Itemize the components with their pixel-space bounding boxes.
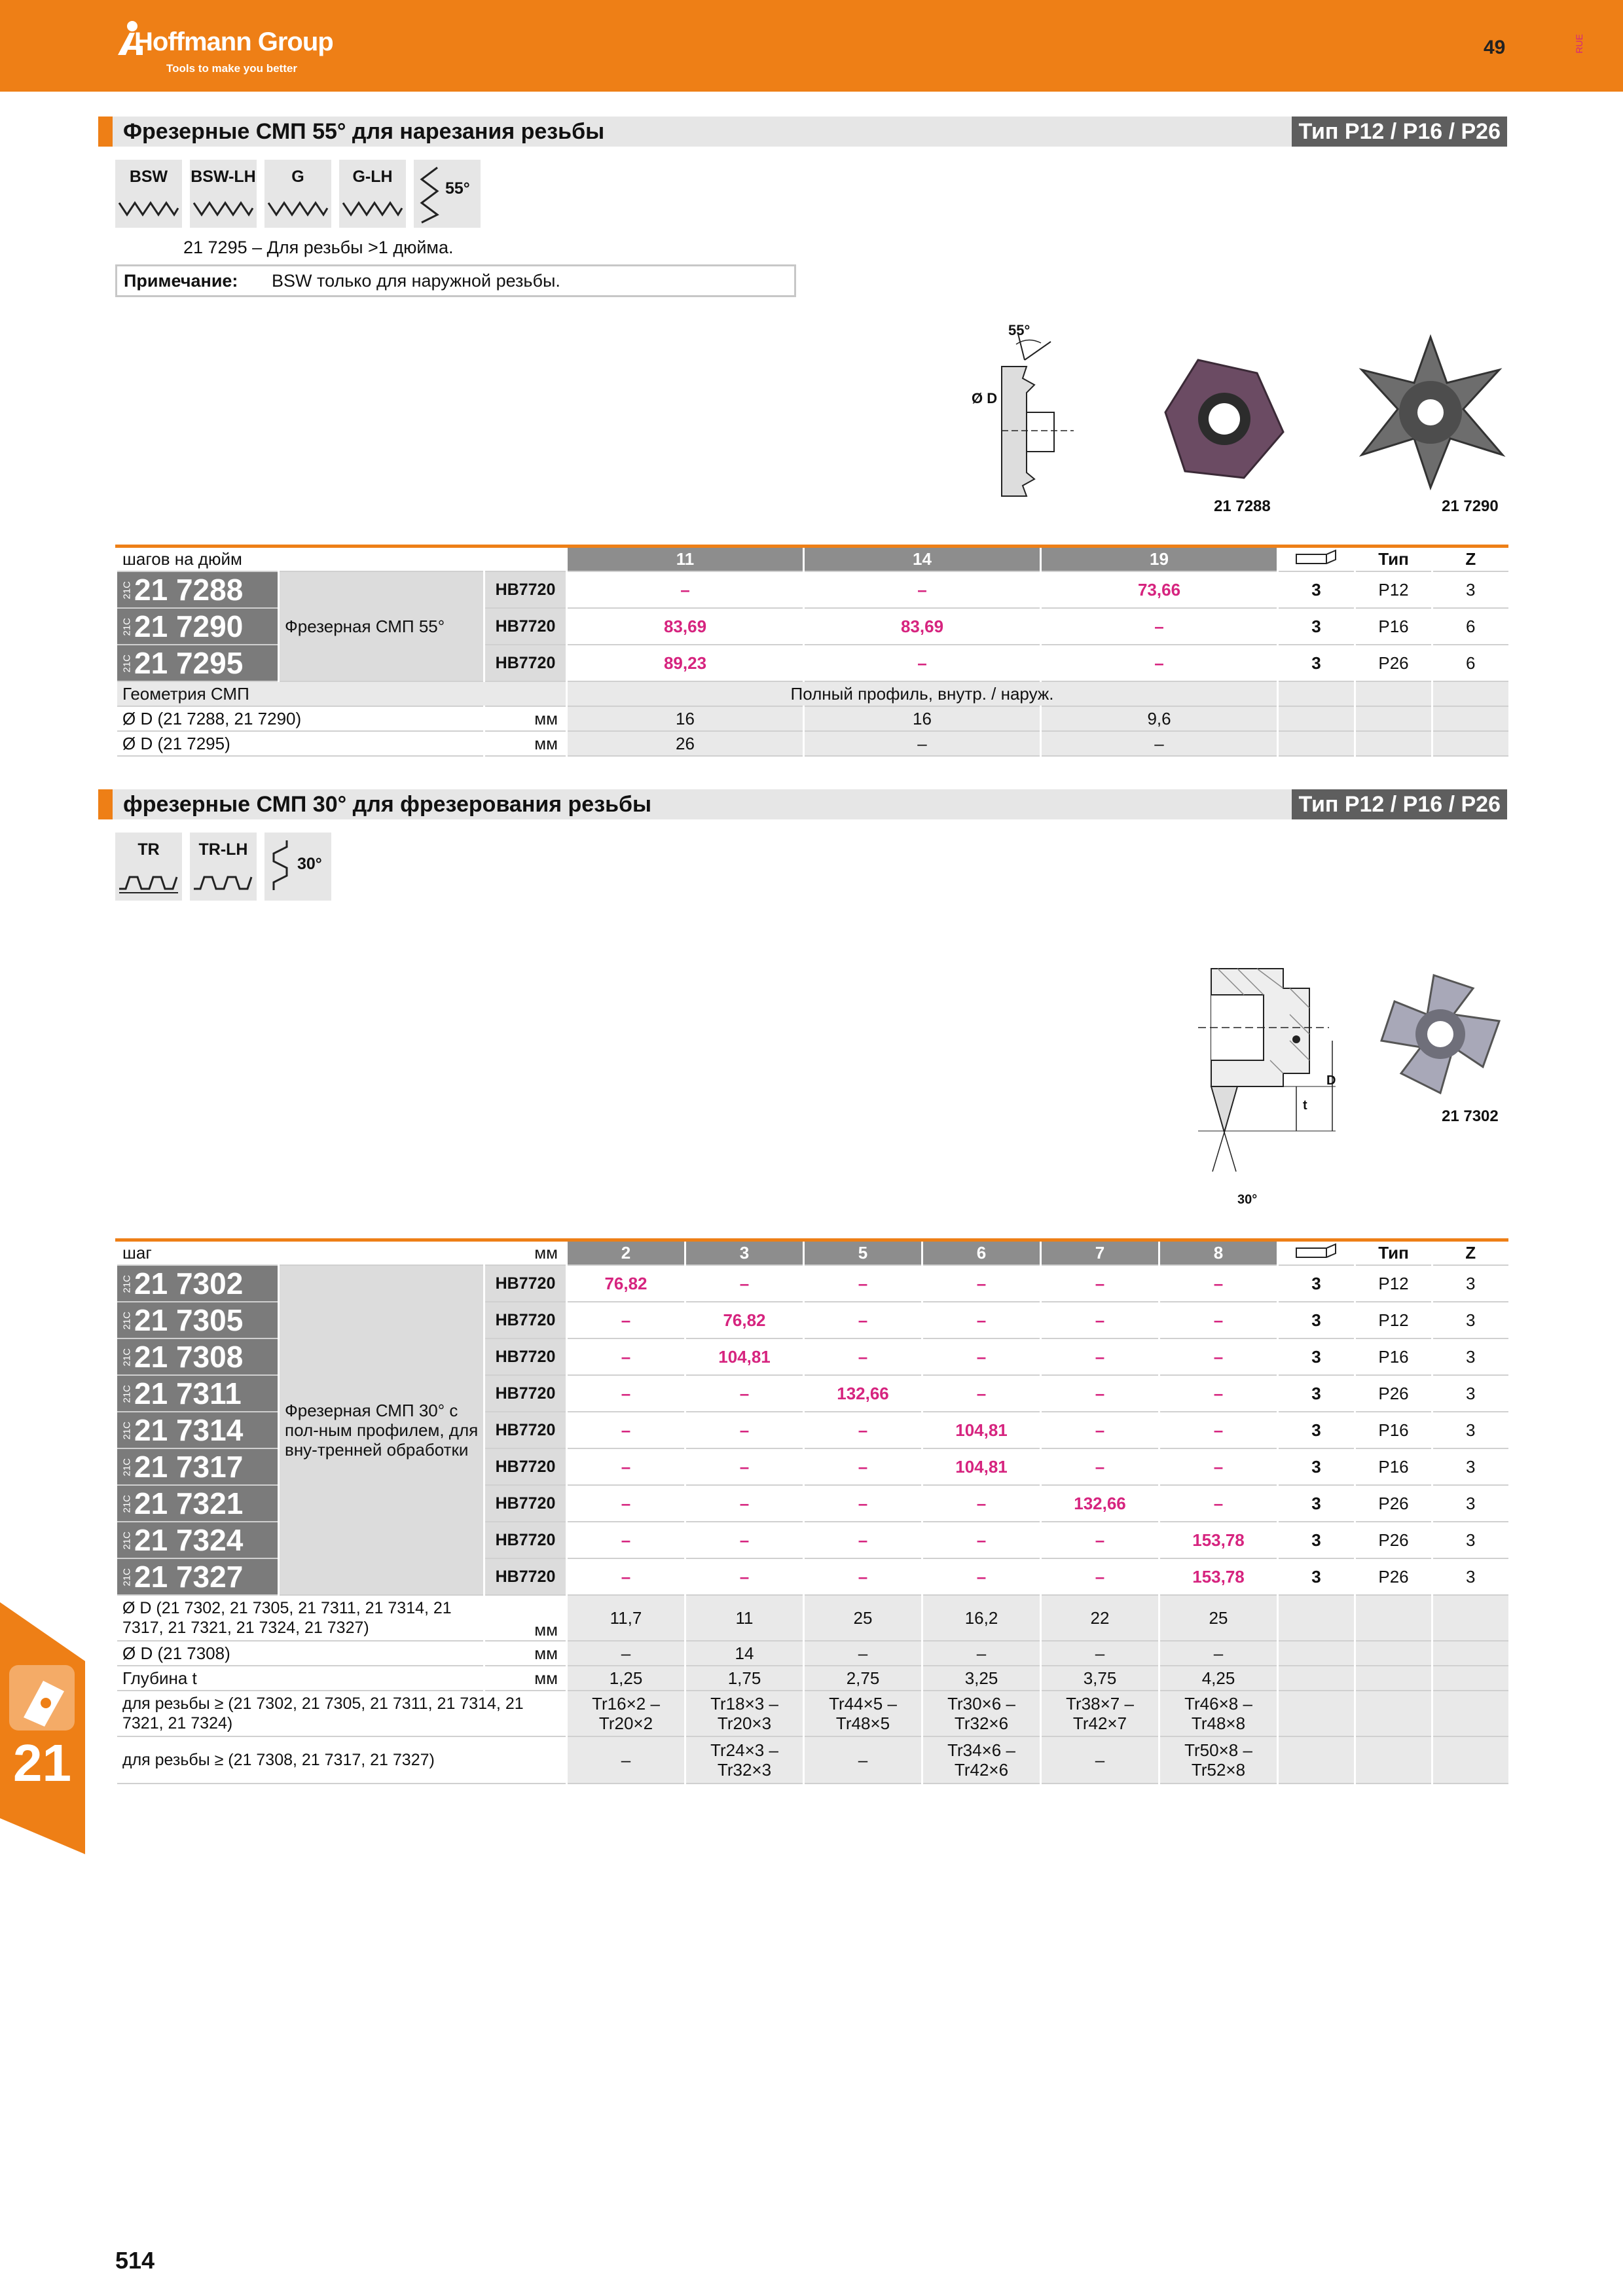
dimension-row: Ø D (21 7295) мм 26 – – — [117, 731, 1508, 756]
page-number-top: 49 — [1484, 37, 1506, 58]
thread-icon-g: G — [264, 160, 331, 228]
table-row: 21C21 7308 HB7720 – 104,81 – – – – 3 P16 3 — [117, 1338, 1508, 1375]
photo-caption-217288: 21 7288 — [1214, 497, 1271, 515]
article-number: 21 7314 — [134, 1413, 244, 1447]
table-row: 21C21 7317 HB7720 – – – 104,81 – – 3 P16 3 — [117, 1448, 1508, 1485]
thread-icon-tr: TR — [115, 833, 182, 901]
article-number: 21 7302 — [134, 1266, 244, 1300]
table-55-inserts — [115, 545, 1508, 757]
article-number: 21 7288 — [134, 573, 244, 607]
article-number: 21 7308 — [134, 1340, 244, 1374]
thread-profile-icon — [342, 198, 403, 217]
chapter-side-tab — [0, 1602, 85, 1854]
drawing-label-angle: 30° — [1237, 1193, 1258, 1207]
table-row: 21C21 7288 Фрезерная СМП 55° HB7720 – – 73,66 3 P12 3 — [117, 571, 1508, 608]
article-number: 21 7317 — [134, 1450, 244, 1484]
product-description: Фрезерная СМП 30° с пол-ным профилем, для вну-тренней обработки — [279, 1265, 484, 1595]
size-note: 21 7295 – Для резьбы >1 дюйма. — [183, 238, 454, 257]
page-number-bottom: 514 — [115, 2247, 155, 2274]
thread-insert-drawing-55 — [962, 321, 1087, 497]
section2-type-badge: Тип P12 / P16 / P26 — [1292, 789, 1507, 819]
thread-icon-tr-lh: TR-LH — [190, 833, 257, 901]
section2-title: фрезерные СМП 30° для фрезерования резьбы — [123, 792, 652, 817]
product-description: Фрезерная СМП 55° — [279, 571, 484, 681]
geometry-row: Геометрия СМП Полный профиль, внутр. / наруж. — [117, 681, 1508, 706]
section-marker — [98, 789, 113, 819]
article-number: 21 7311 — [134, 1376, 242, 1410]
drawing-angle-label: 55° — [1008, 322, 1030, 338]
thread-angle-icon-30: 30° — [264, 833, 331, 901]
article-number: 21 7290 — [134, 609, 244, 643]
table-row: 21C21 7290 HB7720 83,69 83,69 – 3 P16 6 — [117, 608, 1508, 645]
table-row: 21C21 7311 HB7720 – – 132,66 – – – 3 P26 3 — [117, 1375, 1508, 1412]
remark-label: Примечание: — [124, 271, 238, 291]
section-marker — [98, 117, 113, 147]
thread-profile-icon — [192, 198, 254, 217]
section1-title-bar — [98, 117, 1507, 147]
angle-profile-icon — [418, 165, 444, 224]
trapezoid-profile-icon — [192, 870, 254, 894]
table-row: 21C21 7314 HB7720 – – – 104,81 – – 3 P16 3 — [117, 1412, 1508, 1448]
thread-angle-icon-55: 55° — [414, 160, 481, 228]
language-code: RUE — [1574, 34, 1584, 54]
thread-icon-bsw: BSW — [115, 160, 182, 228]
insert-photo-217302 — [1375, 969, 1506, 1100]
remark-box — [115, 264, 796, 297]
thread-icon-g-lh: G-LH — [339, 160, 406, 228]
thread-profile-icon — [267, 198, 329, 217]
pack-qty-icon — [1278, 547, 1355, 572]
drawing-diameter-label: Ø D — [972, 390, 998, 406]
article-number: 21 7327 — [134, 1560, 244, 1594]
remark-text: BSW только для наружной резьбы. — [272, 271, 560, 291]
dimension-row: для резьбы ≥ (21 7302, 21 7305, 21 7311, 21 7314, 21 7321, 21 7324) Tr16×2 – Tr20×2 Tr18×3 – Tr20×3 Tr44×5 – Tr48×5 Tr30×6 – Tr32×6 Tr38×7 – Tr42×7 Tr46×8 – Tr48×8 — [117, 1691, 1508, 1736]
pack-qty-icon — [1278, 1240, 1355, 1266]
article-number: 21 7324 — [134, 1523, 244, 1557]
article-number: 21 7321 — [134, 1486, 244, 1520]
dimension-row: Глубина t мм 1,25 1,75 2,75 3,25 3,75 4,25 — [117, 1666, 1508, 1691]
insert-photo-217290 — [1349, 331, 1512, 494]
trapezoid-profile-icon — [118, 870, 179, 894]
table-row: 21C21 7324 HB7720 – – – – – 153,78 3 P26 3 — [117, 1522, 1508, 1558]
thread-profile-icon — [118, 198, 179, 217]
table-row: 21C21 7302 Фрезерная СМП 30° с пол-ным профилем, для вну-тренней обработки HB7720 76,82 – – – – – 3 P12 3 — [117, 1265, 1508, 1302]
section2-title-bar — [98, 789, 1507, 819]
brand-name: Hoffmann Group — [134, 27, 333, 56]
dimension-row: Ø D (21 7288, 21 7290) мм 16 16 9,6 — [117, 706, 1508, 731]
insert-photo-217288 — [1159, 353, 1290, 484]
article-number: 21 7305 — [134, 1303, 244, 1337]
photo-caption-217290: 21 7290 — [1442, 497, 1499, 515]
section1-type-badge: Тип P12 / P16 / P26 — [1292, 117, 1507, 147]
table-row: 21C21 7295 HB7720 89,23 – – 3 P26 6 — [117, 645, 1508, 681]
table-row: 21C21 7321 HB7720 – – – – 132,66 – 3 P26 3 — [117, 1485, 1508, 1522]
dimension-row: для резьбы ≥ (21 7308, 21 7317, 21 7327) – Tr24×3 – Tr32×3 – Tr34×6 – Tr42×6 – Tr50×8 – Tr52×8 — [117, 1736, 1508, 1784]
drawing-label-d: D — [1326, 1073, 1336, 1088]
table-header-row: шагов на дюйм 11 14 19 Тип Z — [117, 547, 1508, 572]
article-number: 21 7295 — [134, 646, 244, 680]
drawing-label-t: t — [1303, 1098, 1307, 1113]
table-row: 21C21 7327 HB7720 – – – – – 153,78 3 P26 3 — [117, 1558, 1508, 1595]
brand-tagline: Tools to make you better — [166, 62, 297, 75]
chapter-number: 21 — [13, 1734, 71, 1792]
table-header-row: шаг мм 2 3 5 6 7 8 Тип Z — [117, 1240, 1508, 1266]
thread-icon-bsw-lh: BSW-LH — [190, 160, 257, 228]
table-row: 21C21 7305 HB7720 – 76,82 – – – – 3 P12 3 — [117, 1302, 1508, 1338]
dimension-row: Ø D (21 7302, 21 7305, 21 7311, 21 7314, 21 7317, 21 7321, 21 7324, 21 7327) мм 11,7 11 25 16,2 22 25 — [117, 1595, 1508, 1641]
dimension-row: Ø D (21 7308) мм – 14 – – – – — [117, 1641, 1508, 1666]
section1-title: Фрезерные СМП 55° для нарезания резьбы — [123, 119, 605, 144]
table-30-inserts — [115, 1238, 1508, 1784]
angle-profile-icon — [268, 838, 295, 897]
photo-caption-217302: 21 7302 — [1442, 1107, 1499, 1125]
